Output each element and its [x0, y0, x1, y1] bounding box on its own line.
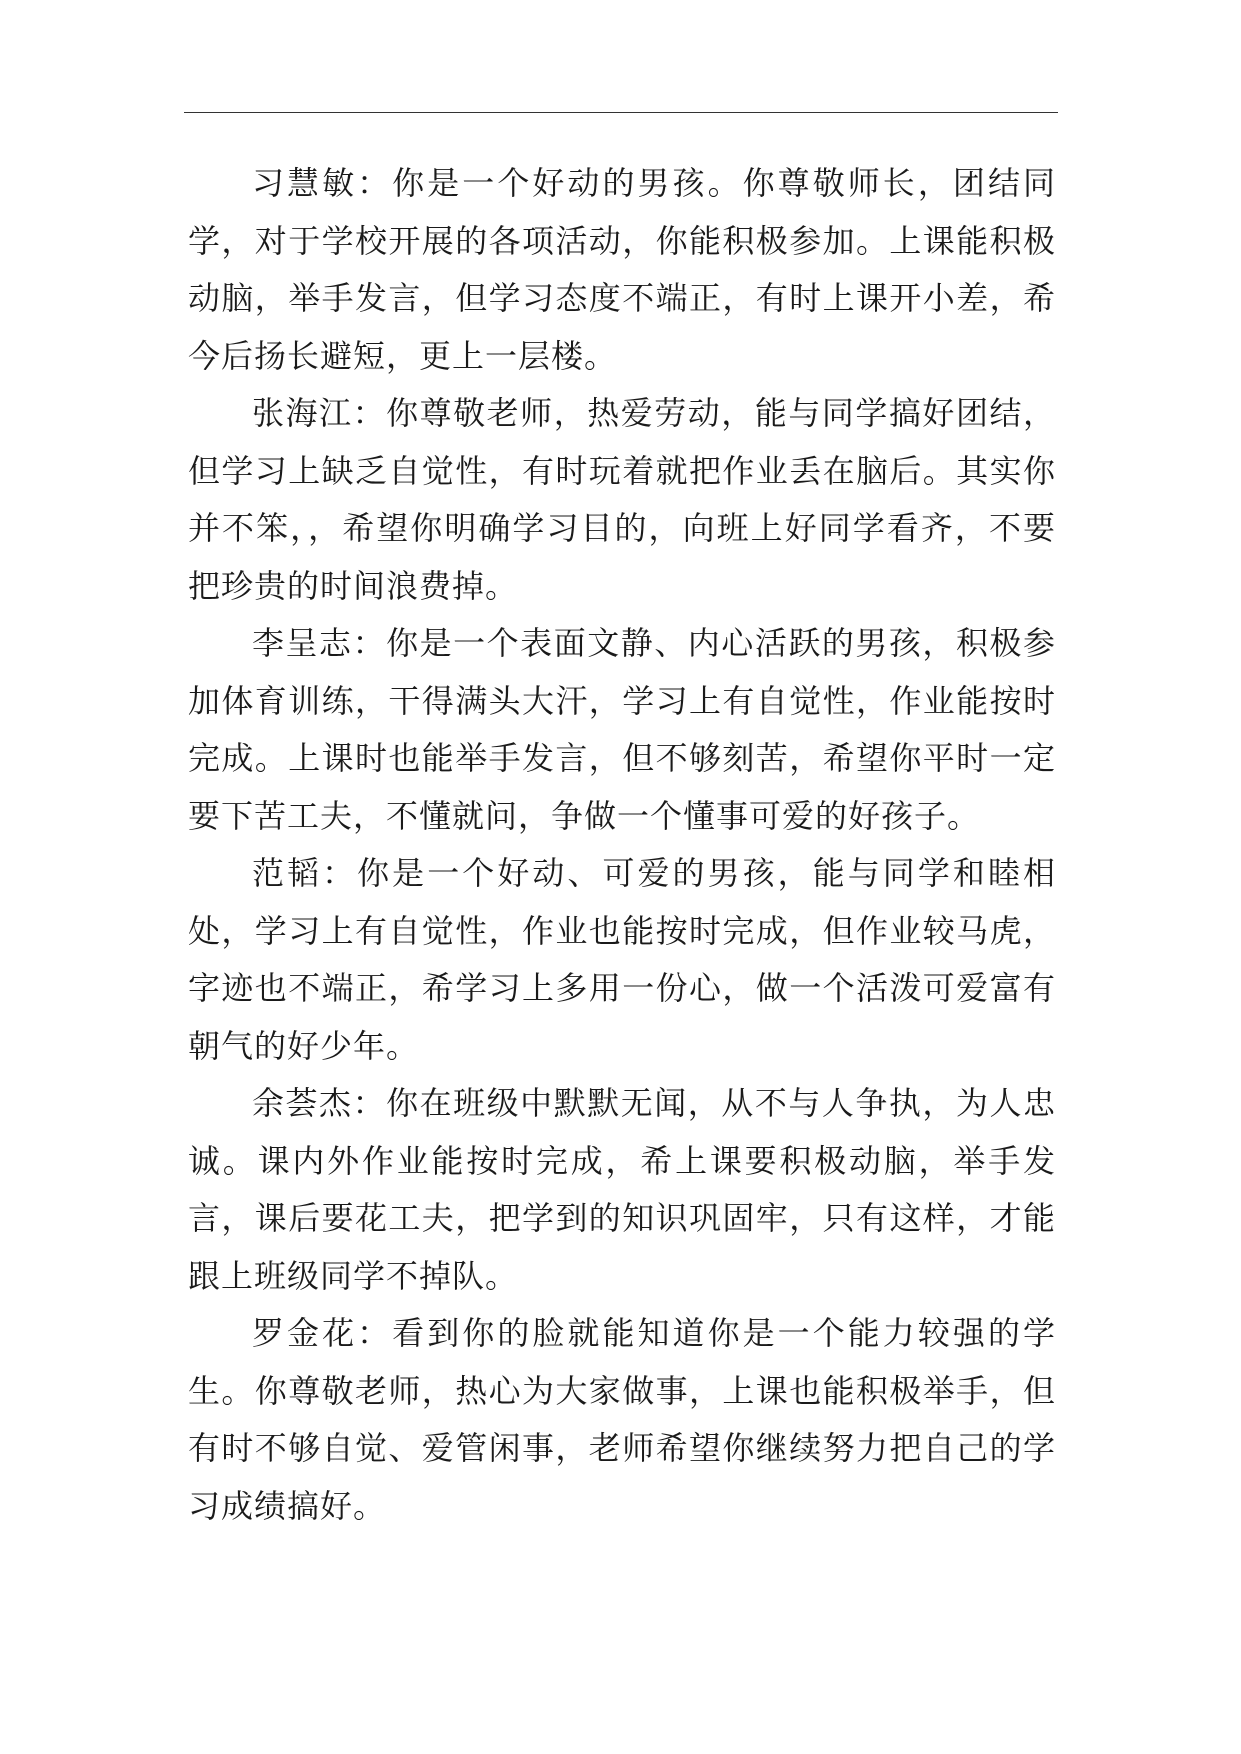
comment-paragraph: 罗金花：看到你的脸就能知道你是一个能力较强的学生。你尊敬老师，热心为大家做事，上课也能积极举手，但有时不够自觉、爱管闲事，老师希望你继续努力把自己的学习成绩搞好。 — [188, 1314, 1056, 1525]
comment-paragraph: 张海江：你尊敬老师，热爱劳动，能与同学搞好团结，但学习上缺乏自觉性，有时玩着就把作业丢在脑后。其实你并不笨，，希望你明确学习目的，向班上好同学看齐，不要把珍贵的时间浪费掉。 — [188, 394, 1056, 605]
comment-paragraph: 李呈志：你是一个表面文静、内心活跃的男孩，积极参加体育训练，干得满头大汗，学习上有自觉性，作业能按时完成。上课时也能举手发言，但不够刻苦，希望你平时一定要下苦工夫，不懂就问，争做一个懂事可爱的好孩子。 — [188, 624, 1056, 835]
comment-paragraph: 范韬：你是一个好动、可爱的男孩，能与同学和睦相处，学习上有自觉性，作业也能按时完成，但作业较马虎，字迹也不端正，希学习上多用一份心，做一个活泼可爱富有朝气的好少年。 — [188, 854, 1056, 1065]
comment-paragraph: 余荟杰：你在班级中默默无闻，从不与人争执，为人忠诚。课内外作业能按时完成，希上课要积极动脑，举手发言，课后要花工夫，把学到的知识巩固牢，只有这样，才能跟上班级同学不掉队。 — [188, 1084, 1056, 1295]
document-body — [188, 155, 1056, 1535]
header-rule — [184, 112, 1058, 113]
comment-paragraph: 习慧敏：你是一个好动的男孩。你尊敬师长，团结同学，对于学校开展的各项活动，你能积极参加。上课能积极动脑，举手发言，但学习态度不端正，有时上课开小差，希今后扬长避短，更上一层楼。 — [188, 164, 1056, 375]
